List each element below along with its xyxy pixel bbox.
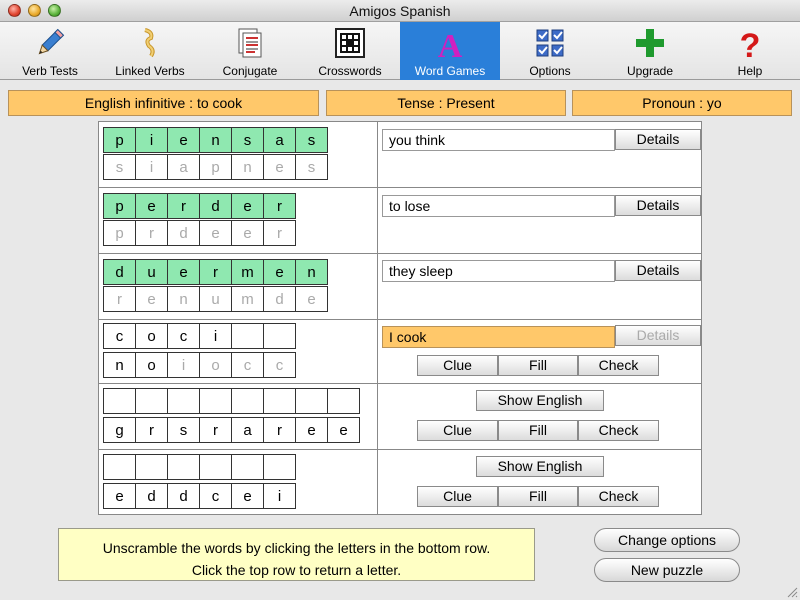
scrambled-tiles (103, 417, 359, 443)
puzzle-panel (98, 121, 702, 515)
answer-tiles (103, 388, 359, 414)
new-puzzle-button[interactable]: New puzzle (594, 558, 740, 582)
title-bar (0, 0, 800, 22)
puzzle-row (99, 122, 701, 188)
tense-bar: Tense : Present (326, 90, 566, 116)
tool-label: Verb Tests (22, 64, 78, 78)
details-button[interactable]: Details (615, 260, 701, 281)
scrambled-tile[interactable]: p (199, 154, 232, 180)
scrambled-tile[interactable]: r (199, 417, 232, 443)
scrambled-tile[interactable]: r (135, 220, 168, 246)
tool-label: Conjugate (222, 64, 278, 78)
answer-tile[interactable]: n (199, 127, 232, 153)
answer-tile[interactable]: p (103, 193, 136, 219)
tool-options[interactable] (500, 22, 600, 80)
answer-tile[interactable] (103, 454, 136, 480)
scrambled-tile[interactable]: s (167, 417, 200, 443)
scrambled-tile[interactable]: c (231, 352, 264, 378)
plus-icon (633, 26, 667, 60)
answer-tile[interactable]: d (103, 259, 136, 285)
tool-label: Word Games (414, 64, 486, 78)
scrambled-tile[interactable]: a (167, 154, 200, 180)
answer-tile[interactable]: e (167, 259, 200, 285)
answer-tile[interactable] (263, 388, 296, 414)
scrambled-tile[interactable]: e (103, 483, 136, 509)
answer-tile[interactable]: d (199, 193, 232, 219)
tool-label: Crosswords (318, 64, 382, 78)
scrambled-tile[interactable]: e (231, 220, 264, 246)
english-translation: I cook (382, 326, 615, 348)
answer-tiles (103, 193, 295, 219)
answer-tile[interactable]: c (103, 323, 136, 349)
show-english-button[interactable]: Show English (476, 456, 604, 477)
pronoun-bar: Pronoun : yo (572, 90, 792, 116)
answer-tile[interactable]: m (231, 259, 264, 285)
answer-tile[interactable] (231, 388, 264, 414)
window-title: Amigos Spanish (349, 3, 451, 19)
scrambled-tiles (103, 352, 295, 378)
scrambled-tile[interactable]: r (103, 286, 136, 312)
answer-tile[interactable] (135, 454, 168, 480)
puzzle-row (99, 254, 701, 320)
question-mark-icon (733, 26, 767, 60)
answer-tile[interactable] (135, 388, 168, 414)
instructions-line-1: Unscramble the words by clicking the letters in the bottom row. (102, 540, 491, 556)
scrambled-tile[interactable]: e (199, 220, 232, 246)
answer-tile[interactable] (327, 388, 360, 414)
tool-label: Options (529, 64, 571, 78)
answer-tile[interactable]: r (199, 259, 232, 285)
tool-help[interactable] (700, 22, 800, 80)
scrambled-tile[interactable]: c (263, 352, 296, 378)
tool-linked-verbs[interactable] (100, 22, 200, 80)
answer-tile[interactable]: e (231, 193, 264, 219)
main-toolbar (0, 22, 800, 80)
fill-button[interactable]: Fill (498, 486, 578, 507)
check-button[interactable]: Check (578, 355, 659, 376)
answer-tile[interactable] (199, 388, 232, 414)
answer-tile[interactable] (199, 454, 232, 480)
scrambled-tile[interactable]: n (103, 352, 136, 378)
svg-text:?: ? (739, 27, 761, 60)
puzzle-row (99, 450, 701, 514)
answer-tile[interactable]: e (167, 127, 200, 153)
tool-label: Linked Verbs (115, 64, 185, 78)
details-button[interactable]: Details (615, 325, 701, 346)
scrambled-tile[interactable]: o (135, 352, 168, 378)
fill-button[interactable]: Fill (498, 420, 578, 441)
answer-tile[interactable]: s (295, 127, 328, 153)
answer-tile[interactable]: e (135, 193, 168, 219)
scrambled-tile[interactable]: e (327, 417, 360, 443)
puzzle-row (99, 384, 701, 450)
scrambled-tile[interactable]: e (231, 483, 264, 509)
scrambled-tile[interactable]: s (295, 154, 328, 180)
tool-crosswords[interactable] (300, 22, 400, 80)
answer-tile[interactable] (263, 323, 296, 349)
answer-tile[interactable]: u (135, 259, 168, 285)
scrambled-tiles (103, 483, 295, 509)
scrambled-tiles (103, 220, 295, 246)
scrambled-tile[interactable]: g (103, 417, 136, 443)
answer-tile[interactable]: c (167, 323, 200, 349)
clue-button[interactable]: Clue (417, 420, 498, 441)
clue-button[interactable]: Clue (417, 355, 498, 376)
answer-tiles (103, 127, 327, 153)
scrambled-tile[interactable]: i (135, 154, 168, 180)
answer-tile[interactable]: s (231, 127, 264, 153)
scrambled-tile[interactable]: i (263, 483, 296, 509)
answer-tile[interactable]: i (135, 127, 168, 153)
answer-tile[interactable]: p (103, 127, 136, 153)
puzzle-row-current (99, 320, 701, 384)
document-icon (233, 26, 267, 60)
tool-label: Help (737, 64, 763, 78)
scrambled-tile[interactable]: e (295, 417, 328, 443)
scrambled-tile[interactable]: d (135, 483, 168, 509)
answer-tile[interactable]: r (167, 193, 200, 219)
answer-tiles (103, 259, 327, 285)
scrambled-tile[interactable]: c (199, 483, 232, 509)
svg-text:A: A (437, 28, 463, 60)
puzzle-row (99, 188, 701, 254)
scrambled-tile[interactable]: d (263, 286, 296, 312)
tool-conjugate[interactable] (200, 22, 300, 80)
checkboxes-icon (533, 26, 567, 60)
scrambled-tile[interactable]: u (199, 286, 232, 312)
show-english-button[interactable]: Show English (476, 390, 604, 411)
letter-a-icon (433, 26, 467, 60)
answer-tile[interactable] (167, 388, 200, 414)
clue-button[interactable]: Clue (417, 486, 498, 507)
scrambled-tile[interactable]: m (231, 286, 264, 312)
tool-verb-tests[interactable] (0, 22, 100, 80)
english-translation: they sleep (382, 260, 615, 282)
answer-tile[interactable] (103, 388, 136, 414)
scrambled-tile[interactable]: e (295, 286, 328, 312)
scrambled-tile[interactable]: a (231, 417, 264, 443)
scrambled-tile[interactable]: p (103, 220, 136, 246)
scrambled-tiles (103, 154, 327, 180)
scrambled-tiles (103, 286, 327, 312)
tool-upgrade[interactable] (600, 22, 700, 80)
check-button[interactable]: Check (578, 486, 659, 507)
answer-tile[interactable] (295, 388, 328, 414)
english-translation: you think (382, 129, 615, 151)
scrambled-tile[interactable]: r (135, 417, 168, 443)
answer-tile[interactable] (231, 323, 264, 349)
change-options-button[interactable]: Change options (594, 528, 740, 552)
english-translation: to lose (382, 195, 615, 217)
answer-tile[interactable]: i (199, 323, 232, 349)
scrambled-tile[interactable]: n (167, 286, 200, 312)
answer-tile[interactable] (263, 454, 296, 480)
chain-icon (133, 26, 167, 60)
scrambled-tile[interactable]: r (263, 417, 296, 443)
answer-tile[interactable]: e (263, 259, 296, 285)
answer-tile[interactable]: o (135, 323, 168, 349)
pencil-icon (33, 26, 67, 60)
instructions-line-2: Click the top row to return a letter. (191, 562, 402, 578)
fill-button[interactable]: Fill (498, 355, 578, 376)
check-button[interactable]: Check (578, 420, 659, 441)
crossword-grid-icon (333, 26, 367, 60)
answer-tiles (103, 454, 295, 480)
infinitive-bar: English infinitive : to cook (8, 90, 319, 116)
answer-tile[interactable]: r (263, 193, 296, 219)
scrambled-tile[interactable]: s (103, 154, 136, 180)
instructions-box (58, 528, 535, 581)
scrambled-tile[interactable]: d (167, 220, 200, 246)
scrambled-tile[interactable]: d (167, 483, 200, 509)
details-button[interactable]: Details (615, 195, 701, 216)
scrambled-tile[interactable]: n (231, 154, 264, 180)
scrambled-tile[interactable]: o (199, 352, 232, 378)
answer-tile[interactable]: n (295, 259, 328, 285)
scrambled-tile[interactable]: r (263, 220, 296, 246)
resize-grip-icon[interactable] (786, 586, 798, 598)
scrambled-tile[interactable]: e (135, 286, 168, 312)
details-button[interactable]: Details (615, 129, 701, 150)
answer-tile[interactable]: a (263, 127, 296, 153)
tool-label: Upgrade (626, 64, 674, 78)
tool-word-games[interactable] (400, 22, 500, 80)
answer-tile[interactable] (231, 454, 264, 480)
answer-tiles (103, 323, 295, 349)
scrambled-tile[interactable]: e (263, 154, 296, 180)
scrambled-tile[interactable]: i (167, 352, 200, 378)
answer-tile[interactable] (167, 454, 200, 480)
